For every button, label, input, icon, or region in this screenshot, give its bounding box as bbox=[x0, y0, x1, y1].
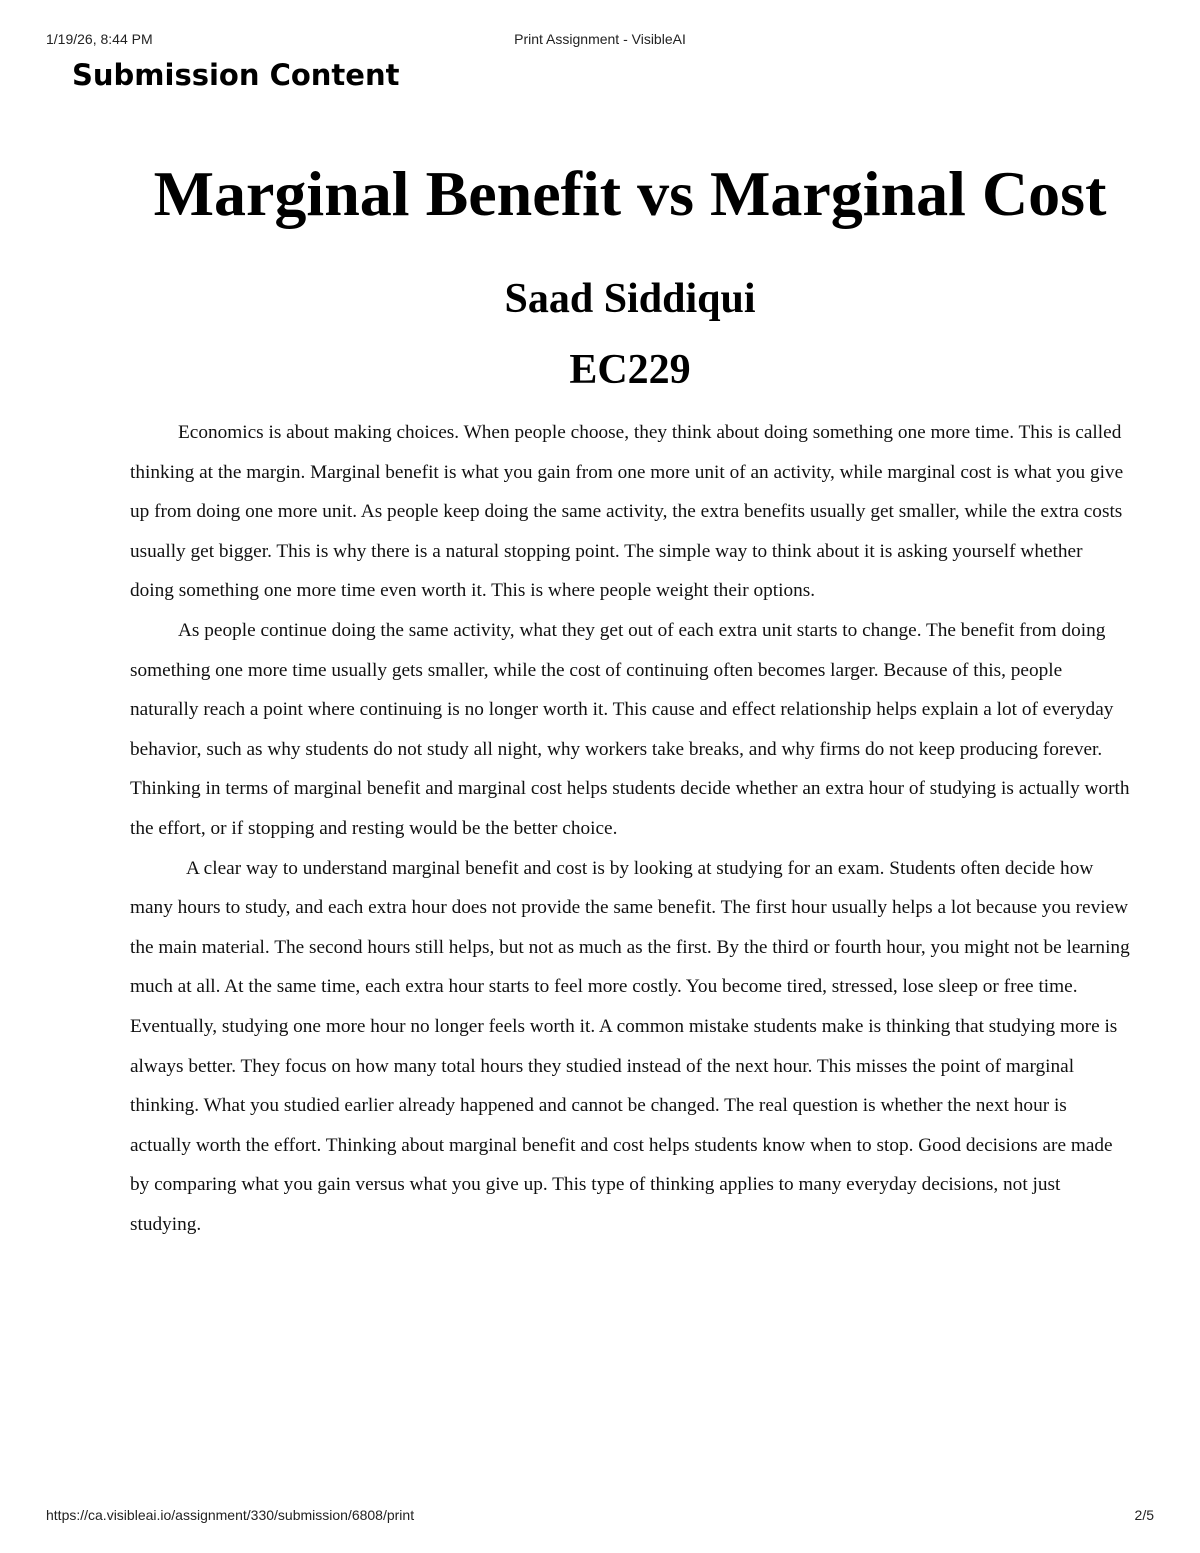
print-page-title: Print Assignment - VisibleAI bbox=[514, 31, 686, 47]
document-author: Saad Siddiqui bbox=[504, 276, 756, 322]
print-datetime: 1/19/26, 8:44 PM bbox=[46, 31, 153, 47]
section-heading: Submission Content bbox=[72, 58, 400, 92]
body-paragraph: A clear way to understand marginal benefit and cost is by looking at studying for an exam. Students often decide how many hours to study, and each extra hour does not provide the same benefit. The first hour usually helps a lot because you review the main material. The second hours still helps, but not as much as the first. By the third or fourth hour, you might not be learning much at all. At the same time, each extra hour starts to feel more costly. You become tired, stressed, lose sleep or free time. Eventually, studying one more hour no longer feels worth it. A common mistake students make is thinking that studying more is always better. They focus on how many total hours they studied instead of the next hour. This misses the point of marginal thinking. What you studied earlier already happened and cannot be changed. The real question is whether the next hour is actually worth the effort. Thinking about marginal benefit and cost helps students know when to stop. Good decisions are made by comparing what you gain versus what you give up. This type of thinking applies to many everyday decisions, not just studying. bbox=[130, 857, 1130, 1235]
print-url: https://ca.visibleai.io/assignment/330/submission/6808/print bbox=[46, 1507, 415, 1523]
body-paragraph: As people continue doing the same activity, what they get out of each extra unit starts to change. The benefit from doing something one more time usually gets smaller, while the cost of continuing often becomes larger. Because of this, people naturally reach a point where continuing is no longer worth it. This cause and effect relationship helps explain a lot of everyday behavior, such as why students do not study all night, why workers take breaks, and why firms do not keep producing forever. Thinking in terms of marginal benefit and marginal cost helps students decide whether an extra hour of studying is actually worth the effort, or if stopping and resting would be the better choice. bbox=[130, 619, 1130, 839]
document-course: EC229 bbox=[569, 347, 691, 393]
submission-document bbox=[130, 140, 1130, 1244]
document-title: Marginal Benefit vs Marginal Cost bbox=[153, 158, 1107, 229]
print-page-number: 2/5 bbox=[1134, 1507, 1154, 1523]
body-paragraph: Economics is about making choices. When people choose, they think about doing something one more time. This is called thinking at the margin. Marginal benefit is what you gain from one more unit of an activity, while marginal cost is what you give up from doing one more unit. As people keep doing the same activity, the extra benefits usually get smaller, while the extra costs usually get bigger. This is why there is a natural stopping point. The simple way to think about it is asking yourself whether doing something one more time even worth it. This is where people weight their options. bbox=[130, 422, 1124, 602]
document-body bbox=[130, 413, 1130, 1244]
